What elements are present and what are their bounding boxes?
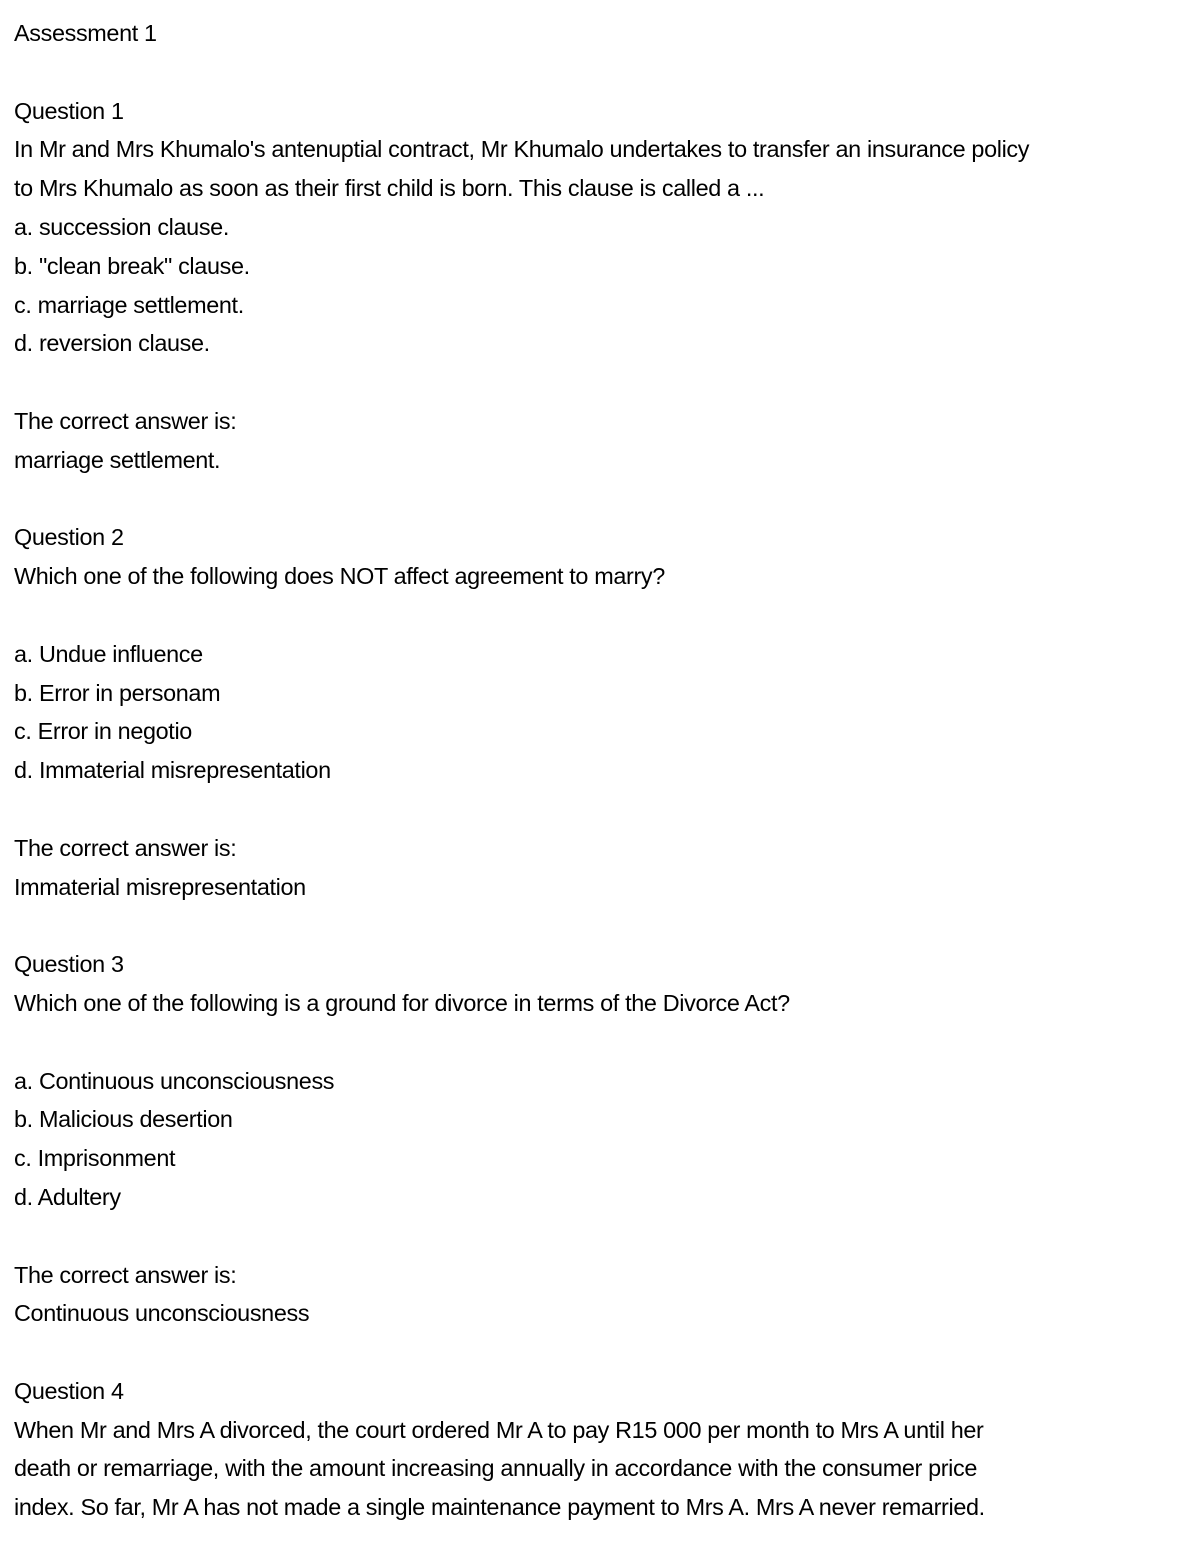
option-d: d. Immaterial misrepresentation [14,757,331,784]
question-heading: Question 3 [14,951,124,978]
question-text-line: death or remarriage, with the amount increasing annually in accordance with the consumer price [14,1455,978,1482]
question-heading: Question 2 [14,524,124,551]
spacer [14,480,1190,519]
spacer [14,1023,1190,1062]
option-c: c. Imprisonment [14,1145,176,1172]
question-4 [14,1372,1190,1527]
spacer [14,790,1190,829]
option-b: b. "clean break" clause. [14,252,250,279]
question-text-line: to Mrs Khumalo as soon as their first child is born. This clause is called a ... [14,175,765,202]
question-text-line: Which one of the following does NOT affect agreement to marry? [14,563,665,590]
question-text-line: In Mr and Mrs Khumalo's antenuptial contract, Mr Khumalo undertakes to transfer an insurance policy [14,136,1030,163]
assessment-document [14,14,1190,1527]
option-b: b. Malicious desertion [14,1106,233,1133]
option-a: a. Continuous unconsciousness [14,1067,335,1094]
spacer [14,1217,1190,1256]
option-b: b. Error in personam [14,679,221,706]
spacer [14,53,1190,92]
page-title: Assessment 1 [14,20,157,46]
option-a: a. succession clause. [14,213,229,240]
question-1 [14,92,1190,480]
question-2 [14,518,1190,906]
question-heading: Question 4 [14,1377,124,1404]
question-text-line: index. So far, Mr A has not made a single maintenance payment to Mrs A. Mrs A never remarried. [14,1494,985,1521]
correct-answer-label: The correct answer is: [14,1261,237,1288]
correct-answer-label: The correct answer is: [14,834,237,861]
option-c: c. marriage settlement. [14,291,244,318]
question-text-line: Which one of the following is a ground for divorce in terms of the Divorce Act? [14,989,790,1016]
option-c: c. Error in negotio [14,718,192,745]
question-text-line: When Mr and Mrs A divorced, the court ordered Mr A to pay R15 000 per month to Mrs A until her [14,1416,984,1443]
option-d: d. Adultery [14,1183,121,1210]
option-d: d. reversion clause. [14,330,210,357]
correct-answer: Continuous unconsciousness [14,1300,310,1327]
question-3 [14,945,1190,1333]
spacer [14,1333,1190,1372]
correct-answer: Immaterial misrepresentation [14,873,306,900]
option-a: a. Undue influence [14,640,203,667]
correct-answer: marriage settlement. [14,446,221,473]
spacer [14,363,1190,402]
spacer [14,906,1190,945]
correct-answer-label: The correct answer is: [14,407,237,434]
question-heading: Question 1 [14,97,124,124]
spacer [14,596,1190,635]
